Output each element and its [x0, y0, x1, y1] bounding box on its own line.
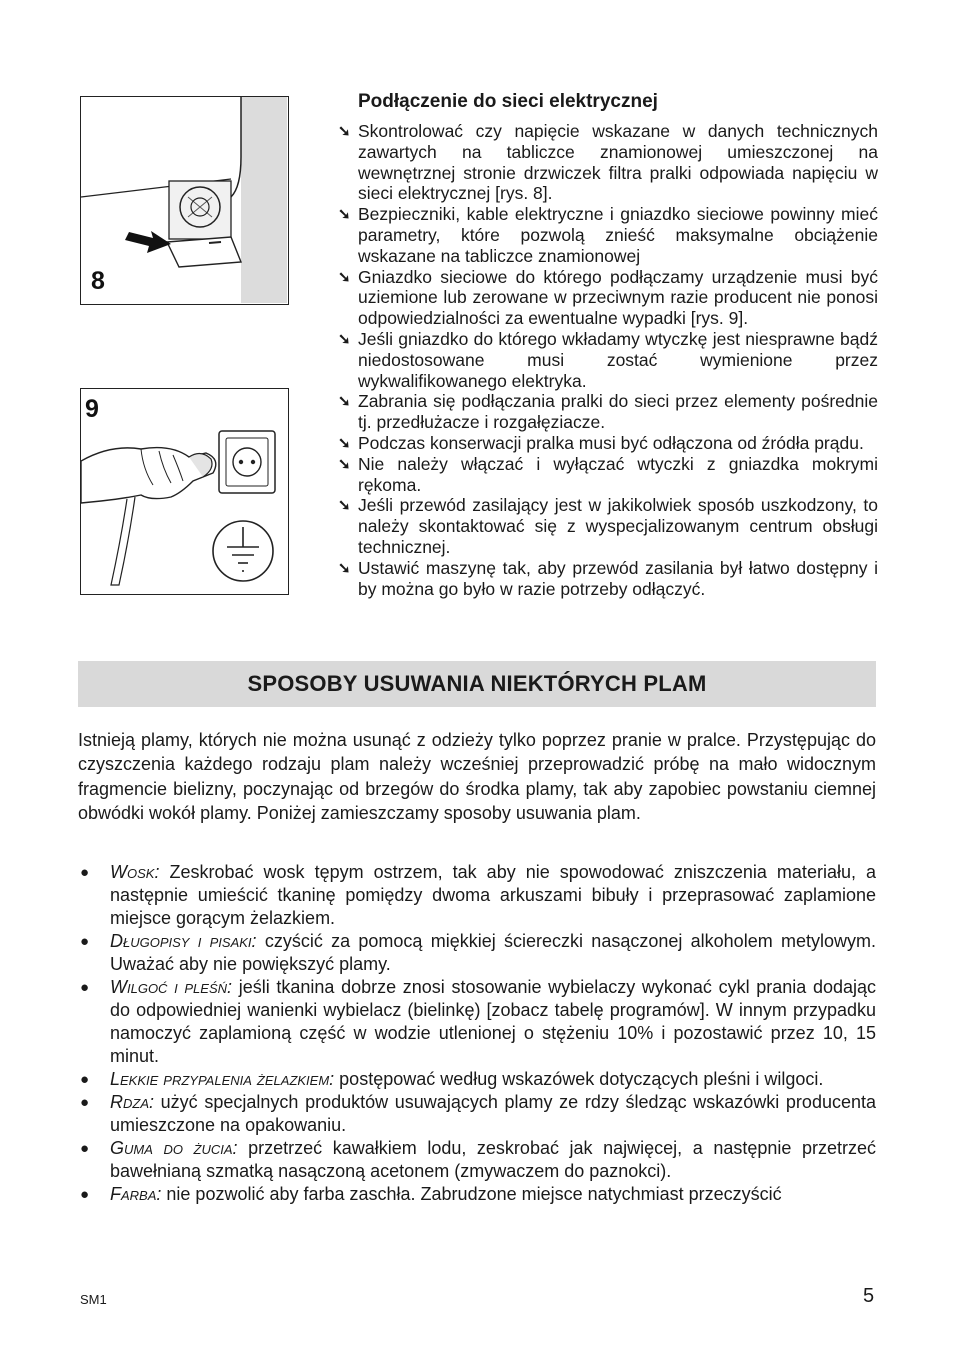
figure-number: 9 — [85, 395, 99, 423]
electrical-list — [338, 121, 878, 599]
list-item: ➘ Zabrania się podłączania pralki do sieci przez elementy pośrednie tj. przedłużacze i rozgałęziacze. — [338, 391, 878, 433]
stain-term: Guma do żucia: — [110, 1138, 238, 1158]
list-item: ➘ Gniazdko sieciowe do którego podłączamy urządzenie musi być uziemione lub zerowane w przeciwnym razie producent nie ponosi odpowiedzialności za ewentualne wypadki [rys. 9]. — [338, 266, 878, 329]
arrow-icon: ➘ — [338, 393, 351, 411]
bullet-icon: ● — [80, 1071, 90, 1088]
bullet-icon: ● — [80, 864, 90, 881]
arrow-icon: ➘ — [338, 559, 351, 577]
arrow-icon: ➘ — [338, 330, 351, 348]
stain-term: Wilgoć i pleśń: — [110, 977, 233, 997]
list-item: ➘ Nie należy włączać i wyłączać wtyczki z gniazdka mokrymi rękoma. — [338, 453, 878, 495]
list-item: ➘ Jeśli gniazdko do którego wkładamy wtyczkę jest niesprawne bądź niedostosowane musi zostać wymienione przez wykwalifikowanego elektryka. — [338, 328, 878, 391]
stain-list — [78, 861, 876, 1206]
arrow-icon: ➘ — [338, 268, 351, 286]
list-item: ● Farba: nie pozwolić aby farba zaschła. Zabrudzone miejsce natychmiast przeczyścić — [80, 1184, 782, 1204]
bullet-icon: ● — [80, 1094, 90, 1111]
list-item: ● Długopisy i pisaki: czyścić za pomocą miękkiej ściereczki nasączonej alkoholem metylowym. Uważać aby nie powiększyć plamy. — [80, 931, 876, 974]
section-title: SPOSOBY USUWANIA NIEKTÓRYCH PLAM — [247, 671, 707, 696]
footer-code: SM1 — [80, 1292, 107, 1307]
page-number: 5 — [863, 1285, 875, 1307]
list-item: ➘ Jeśli przewód zasilający jest w jakikolwiek sposób uszkodzony, to należy skontaktować się z wyspecjalizowanym centrum obsługi technicznej. — [338, 495, 878, 557]
list-item: ● Guma do żucia: przetrzeć kawałkiem lodu, zeskrobać jak najwięcej, a następnie przetrzeć bawełnianą szmatką nasączoną acetonem (zmywaczem do paznokci). — [80, 1138, 876, 1181]
stain-term: Farba: — [110, 1184, 162, 1204]
stain-term: Rdza: — [110, 1092, 154, 1112]
list-item: ● Wilgoć i pleśń: jeśli tkanina dobrze znosi stosowanie wybielaczy wykonać cykl prania dodając do odpowiedniej wanienki wybielacz (bielinkę) [zobacz tabelę programów]. W innym przypadku namoczyć zaplamioną część w wodzie utlenionej o stężeniu 10% i pozostawić przez 10, 15 minut. — [80, 977, 876, 1066]
list-item: ➘ Podczas konserwacji pralka musi być odłączona od źródła prądu. — [338, 432, 864, 453]
bullet-icon: ● — [80, 1140, 90, 1157]
bullet-icon: ● — [80, 979, 90, 996]
filter-door-illustration — [81, 97, 287, 303]
figure-8 — [80, 96, 289, 305]
stain-term: Wosk: — [110, 862, 160, 882]
figure-number: 8 — [91, 267, 105, 295]
list-item: ● Lekkie przypalenia żelazkiem: postępować według wskazówek dotyczących pleśni i wilgoci. — [80, 1069, 824, 1089]
list-item: ● Rdza: użyć specjalnych produktów usuwających plamy ze rdzy śledząc wskazówki producenta umieszczone na opakowaniu. — [80, 1092, 876, 1135]
section-banner — [78, 661, 876, 707]
stain-term: Lekkie przypalenia żelazkiem: — [110, 1069, 335, 1089]
electrical-heading: Podłączenie do sieci elektrycznej — [358, 91, 658, 112]
arrow-icon: ➘ — [338, 434, 351, 452]
arrow-icon: ➘ — [338, 497, 351, 515]
bullet-icon: ● — [80, 933, 90, 950]
list-item: ● Wosk: Zeskrobać wosk tępym ostrzem, tak aby nie spowodować zniszczenia materiału, a następnie umieścić tkaninę pomiędzy dwoma arkuszami bibuły i przeprasować zaplamione miejsce gorącym żelazkiem. — [80, 862, 876, 928]
figure-9 — [80, 388, 289, 595]
list-item: ➘ Ustawić maszynę tak, aby przewód zasilania był łatwo dostępny i by można go było w razie potrzeby odłączyć. — [338, 557, 878, 599]
arrow-icon: ➘ — [338, 455, 351, 473]
stain-term: Długopisy i pisaki: — [110, 931, 257, 951]
arrow-icon: ➘ — [338, 206, 351, 224]
intro-paragraph: Istnieją plamy, których nie można usunąć z odzieży tylko poprzez pranie w pralce. Przystępując do czyszczenia każdego rodzaju plam należy wcześniej przeprowadzić próbę na mało widocznym fragmencie bielizny, poczynając od brzegów do środka plamy, tak aby zapobiec powstaniu ciemnej obwódki wokół plamy. Poniżej zamieszczamy sposoby usuwania plam. — [78, 730, 876, 823]
list-item: ➘ Skontrolować czy napięcie wskazane w danych technicznych zawartych na tabliczce znamionowej umieszczonej na wewnętrznej stronie drzwiczek filtra pralki odpowiada napięciu w sieci elektrycznej [rys. 8]. — [338, 121, 878, 204]
bullet-icon: ● — [80, 1186, 90, 1203]
plug-socket-illustration — [81, 389, 287, 593]
electrical-connection-section — [338, 90, 878, 599]
arrow-icon: ➘ — [338, 123, 351, 140]
list-item: ➘ Bezpieczniki, kable elektryczne i gniazdko sieciowe powinny mieć parametry, które pozwolą znieść maksymalne obciążenie wskazane na tabliczce znamionowej — [338, 204, 878, 266]
